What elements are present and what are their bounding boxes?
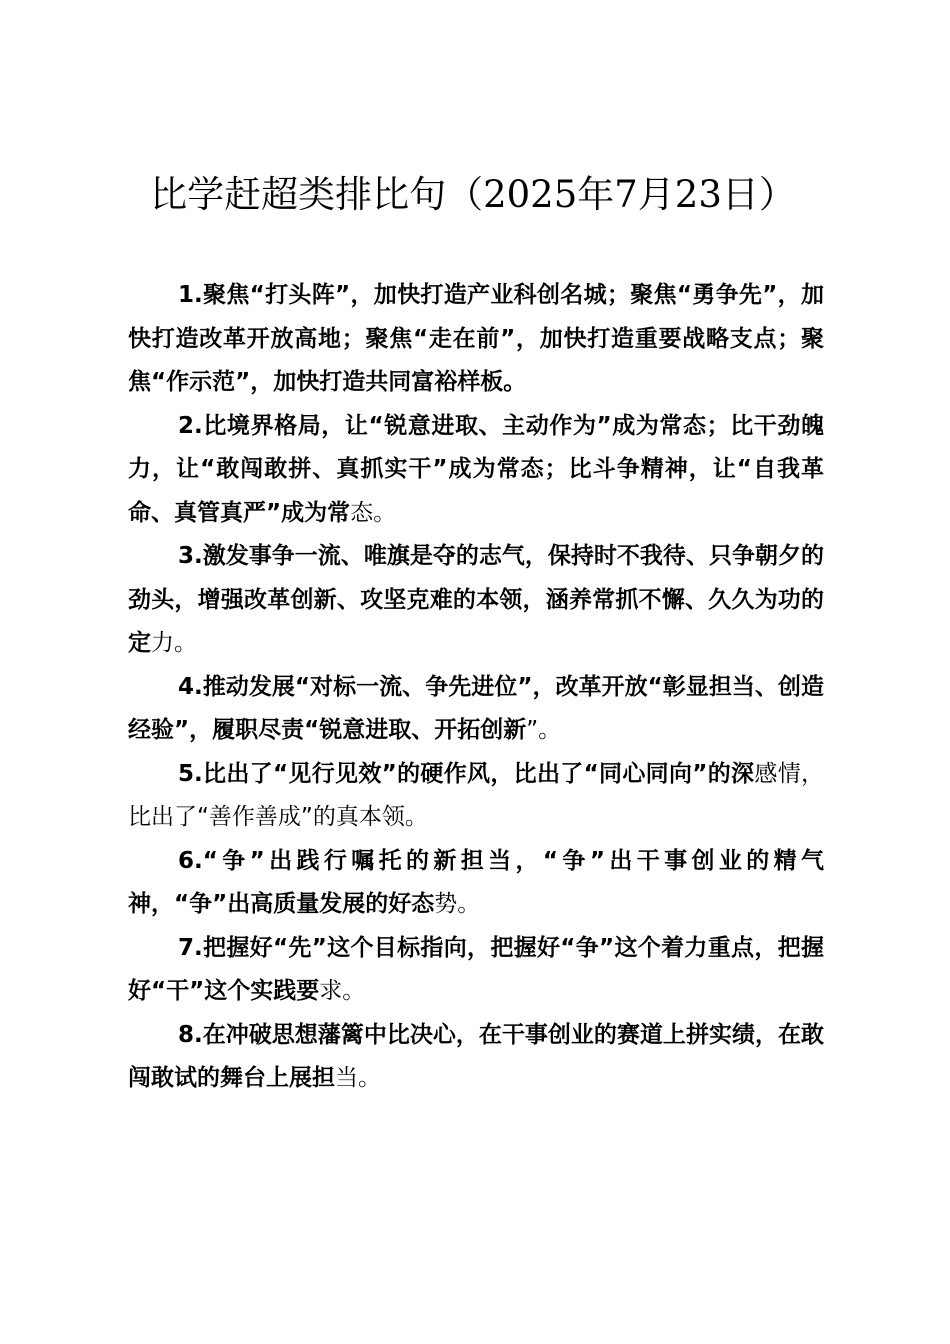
paragraph-8-bold: 8.在冲破思想藩篱中比决心，在干事创业的赛道上拼实绩，在敢闯敢试的舞台上展担 — [128, 1021, 824, 1091]
paragraph-6-normal: 势。 — [434, 891, 481, 917]
paragraph-1-bold: 1.聚焦“打头阵”，加快打造产业科创名城；聚焦“勇争先”，加快打造改革开放高地；聚焦“走在前”，加快打造重要战略支点；聚焦“作示范”，加快打造共同富裕样板。 — [128, 282, 824, 395]
paragraph-2-normal: 态。 — [350, 499, 397, 526]
paragraph-4-bold: 4.推动发展“对标一流、争先进位”，改革开放“彰显担当、创造经验”，履职尽责“锐意进取、开拓创新 — [128, 673, 824, 743]
document-title: 比学赶超类排比句（2025年7月23日） — [150, 173, 796, 216]
paragraph-5-bold: 5.比出了“见行见效”的硬作风，比出了“同心同向”的深 — [178, 760, 755, 787]
paragraph-7-normal: 求。 — [319, 978, 366, 1004]
paragraph-8-normal: 当。 — [335, 1065, 381, 1091]
paragraph-2 — [128, 405, 824, 536]
paragraph-5 — [128, 753, 824, 840]
paragraph-3-bold: 3.激发事争一流、唯旗是夺的志气，保持时不我待、只争朝夕的劲头，增强改革创新、攻坚克难的本领，涵养常抓不懈、久久为功的定 — [128, 543, 824, 656]
paragraph-5-normal: 感情，比出了“善作善成”的真本领。 — [128, 760, 825, 830]
paragraph-4-normal: ”。 — [526, 717, 562, 743]
paragraph-1 — [128, 274, 824, 405]
paragraph-6 — [128, 840, 824, 927]
paragraph-3 — [128, 535, 824, 666]
paragraph-3-normal: 力。 — [151, 630, 197, 656]
paragraph-6-bold: 6.“争”出践行嘱托的新担当，“争”出干事创业的精气神，“争”出高质量发展的好态 — [128, 847, 824, 917]
paragraph-2-bold: 2.比境界格局，让“锐意进取、主动作为”成为常态；比干劲魄力，让“敢闯敢拼、真抓实干”成为常态；比斗争精神，让“自我革命、真管真严”成为常 — [128, 412, 824, 526]
paragraph-7-bold: 7.把握好“先”这个目标指向，把握好“争”这个着力重点，把握好“干”这个实践要 — [128, 934, 824, 1004]
document-body — [128, 274, 824, 1101]
paragraph-8 — [128, 1014, 824, 1101]
paragraph-7 — [128, 927, 824, 1014]
paragraph-4 — [128, 666, 824, 753]
